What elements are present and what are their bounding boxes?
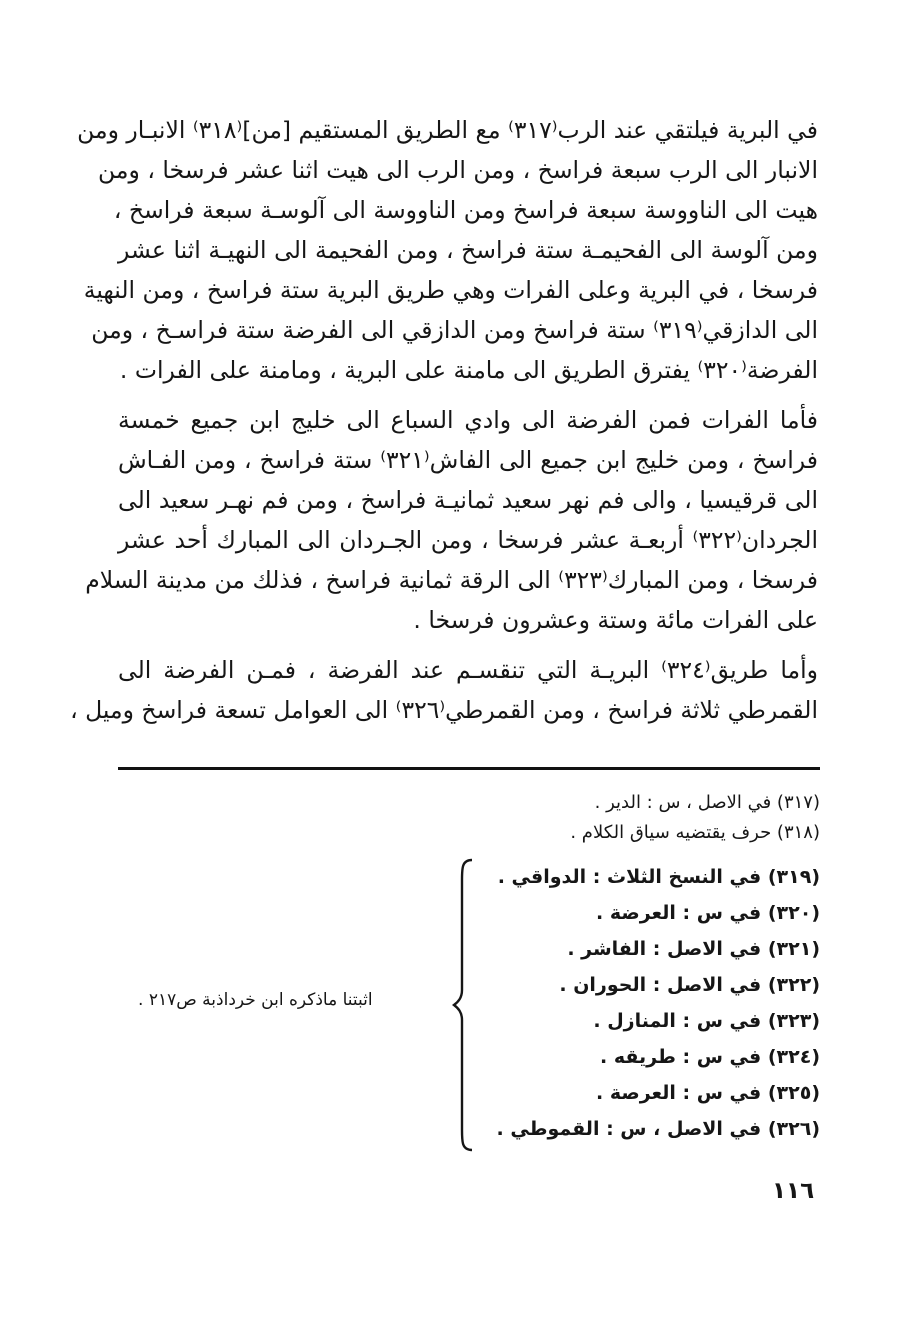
- text-line: الى قرقيسيا ، والى فم نهر سعيد ثمانيـة فراسخ ، ومن فم نهـر سعيد الى: [118, 486, 818, 514]
- side-note: اثبتنا ماذكره ابن خرداذبة ص٢١٧ .: [138, 990, 373, 1010]
- text-line: على الفرات مائة وستة وعشرون فرسخا .: [413, 606, 818, 634]
- footnote-321: (٣٢١) في الاصل : الفاشر .: [567, 938, 820, 960]
- text-line: الفرضة⁽٣٢٠⁾ يفترق الطريق الى مامنة على البرية ، ومامنة على الفرات .: [119, 356, 818, 384]
- footnote-323: (٣٢٣) في س : المنازل .: [593, 1010, 820, 1032]
- grouping-brace: [452, 856, 480, 1154]
- text-line: فأما الفرات فمن الفرضة الى وادي السباع الى خليج ابن جميع خمسة: [118, 406, 818, 434]
- footnote-324: (٣٢٤) في س : طريقه .: [600, 1046, 820, 1068]
- text-line: الجردان⁽٣٢٢⁾ أربعـة عشر فرسخا ، ومن الجـردان الى المبارك أحد عشر: [118, 526, 818, 554]
- footnote-320: (٣٢٠) في س : العرضة .: [595, 902, 820, 924]
- text-line: هيت الى الناووسة سبعة فراسخ ومن الناووسة الى آلوسـة سبعة فراسخ ،: [113, 196, 818, 224]
- text-line: وأما طريق⁽٣٢٤⁾ البريـة التي تنقسـم عند الفرضة ، فمـن الفرضة الى: [118, 656, 818, 684]
- footnote-326: (٣٢٦) في الاصل ، س : القموطي .: [496, 1118, 820, 1140]
- footnote-322: (٣٢٢) في الاصل : الحوران .: [559, 974, 820, 996]
- text-line: الانبار الى الرب سبعة فراسخ ، ومن الرب الى هيت اثنا عشر فرسخا ، ومن: [98, 156, 818, 184]
- text-line: في البرية فيلتقي عند الرب⁽٣١٧⁾ مع الطريق المستقيم [من]⁽٣١٨⁾ الانبـار ومن: [77, 116, 818, 144]
- text-line: الى الدازقي⁽٣١٩⁾ ستة فراسخ ومن الدازقي الى الفرضة ستة فراسـخ ، ومن: [91, 316, 818, 344]
- text-line: فرسخا ، في البرية وعلى الفرات وهي طريق البرية ستة فراسخ ، ومن النهية: [83, 276, 818, 304]
- text-line: فرسخا ، ومن المبارك⁽٣٢٣⁾ الى الرقة ثمانية فراسخ ، فذلك من مدينة السلام: [85, 566, 818, 594]
- text-line: ومن آلوسة الى الفحيمـة ستة فراسخ ، ومن الفحيمة الى النهيـة اثنا عشر: [118, 236, 818, 264]
- footnote-divider: [118, 767, 820, 770]
- text-line: فراسخ ، ومن خليج ابن جميع الى الفاش⁽٣٢١⁾ ستة فراسخ ، ومن الفـاش: [118, 446, 819, 474]
- footnote-319: (٣١٩) في النسخ الثلاث : الدواقي .: [497, 866, 820, 888]
- footnote-325: (٣٢٥) في س : العرصة .: [595, 1082, 820, 1104]
- footnote-318: (٣١٨) حرف يقتضيه سياق الكلام .: [570, 822, 820, 843]
- main-text: [70, 110, 819, 730]
- footnote-317: (٣١٧) في الاصل ، س : الدير .: [594, 792, 820, 813]
- text-line: القمرطي ثلاثة فراسخ ، ومن القمرطي⁽٣٢٦⁾ الى العوامل تسعة فراسخ وميل ،: [70, 696, 818, 724]
- page-number: ١١٦: [772, 1178, 815, 1204]
